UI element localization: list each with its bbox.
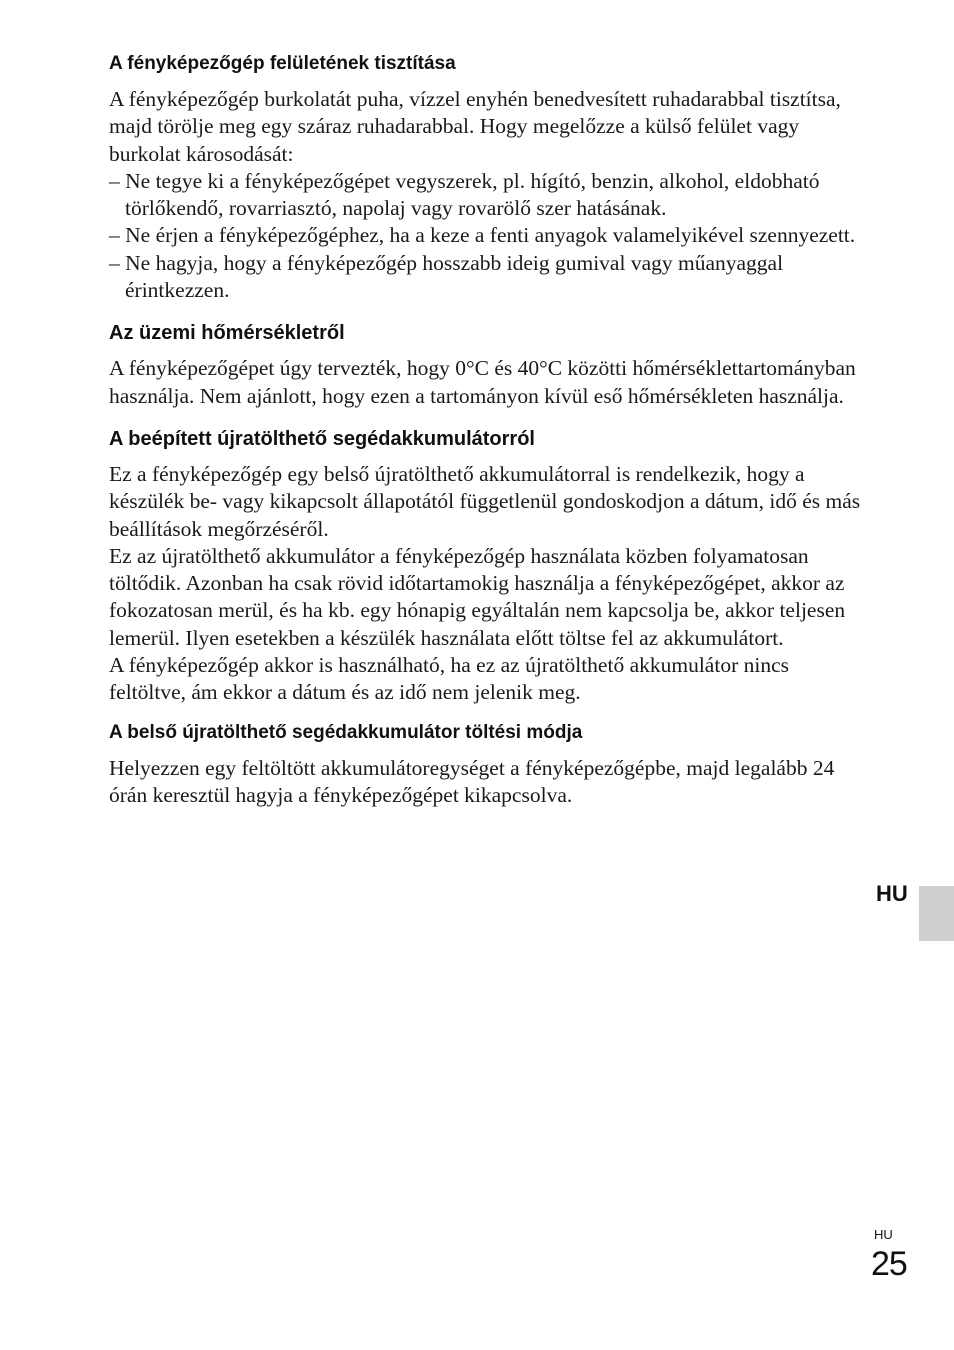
list-item: – Ne érjen a fényképezőgéphez, ha a keze a fenti anyagok valamelyikével szennyezett. (109, 223, 856, 248)
section-operating-temperature (109, 321, 869, 410)
section-charging-method (109, 721, 869, 810)
section-backup-battery (109, 427, 869, 707)
charging-method-paragraph: Helyezzen egy feltöltött akkumulátoregységet a fényképezőgépbe, majd legalább 24 órán keresztül hagyja a fényképezőgépet kikapcsolva. (109, 755, 835, 807)
temperature-paragraph: A fényképezőgépet úgy tervezték, hogy 0°C és 40°C közötti hőmérséklettartományban használja. Nem ajánlott, hogy ezen a tartományon kívül eső hőmérsékleten használja. (109, 356, 856, 408)
section-cleaning (109, 52, 869, 304)
language-tab-marker (919, 886, 954, 941)
language-tab-label: HU (876, 881, 908, 906)
list-item: – Ne hagyja, hogy a fényképezőgép hosszabb ideig gumival vagy műanyaggal érintkezzen. (109, 250, 784, 303)
cleaning-list (109, 168, 869, 304)
backup-battery-paragraph: Ez az újratölthető akkumulátor a fényképezőgép használata közben folyamatosan töltődik. Azonban ha csak rövid időtartamokig használja a fényképezőgépet, akkor az fokozatosan merül, és ha kb. egy hónapig egyáltalán nem kapcsolja be, akkor teljesen lemerül. Ilyen esetekben a készülék használata előtt töltse fel az akkumulátort. (109, 543, 846, 650)
page-number: 25 (871, 1245, 907, 1283)
section-heading-temperature: Az üzemi hőmérsékletről (109, 322, 345, 345)
list-item: – Ne tegye ki a fényképezőgépet vegyszerek, pl. hígító, benzin, alkohol, eldobható törlőkendő, rovarriasztó, napolaj vagy rovarölő szer hatásának. (109, 168, 820, 221)
backup-battery-paragraph: Ez a fényképezőgép egy belső újratölthető akkumulátorral is rendelkezik, hogy a készülék be- vagy kikapcsolt állapotától függetlenül gondoskodjon a dátum, idő és más beállítások megőrzéséről. (109, 461, 861, 541)
cleaning-intro: A fényképezőgép burkolatát puha, vízzel enyhén benedvesített ruhadarabbal tisztítsa, majd törölje meg egy száraz ruhadarabbal. Hogy megelőzze a külső felület vagy burkolat károsodását: (109, 87, 841, 166)
page-content (109, 52, 869, 809)
section-heading-backup-battery: A beépített újratölthető segédakkumulátorról (109, 427, 535, 450)
section-heading-cleaning: A fényképezőgép felületének tisztítása (109, 53, 456, 74)
section-heading-charging-method: A belső újratölthető segédakkumulátor töltési módja (109, 721, 583, 743)
footer-language: HU (874, 1227, 893, 1242)
backup-battery-paragraph: A fényképezőgép akkor is használható, ha ez az újratölthető akkumulátor nincs feltöltve, ám ekkor a dátum és az idő nem jelenik meg. (109, 653, 789, 705)
